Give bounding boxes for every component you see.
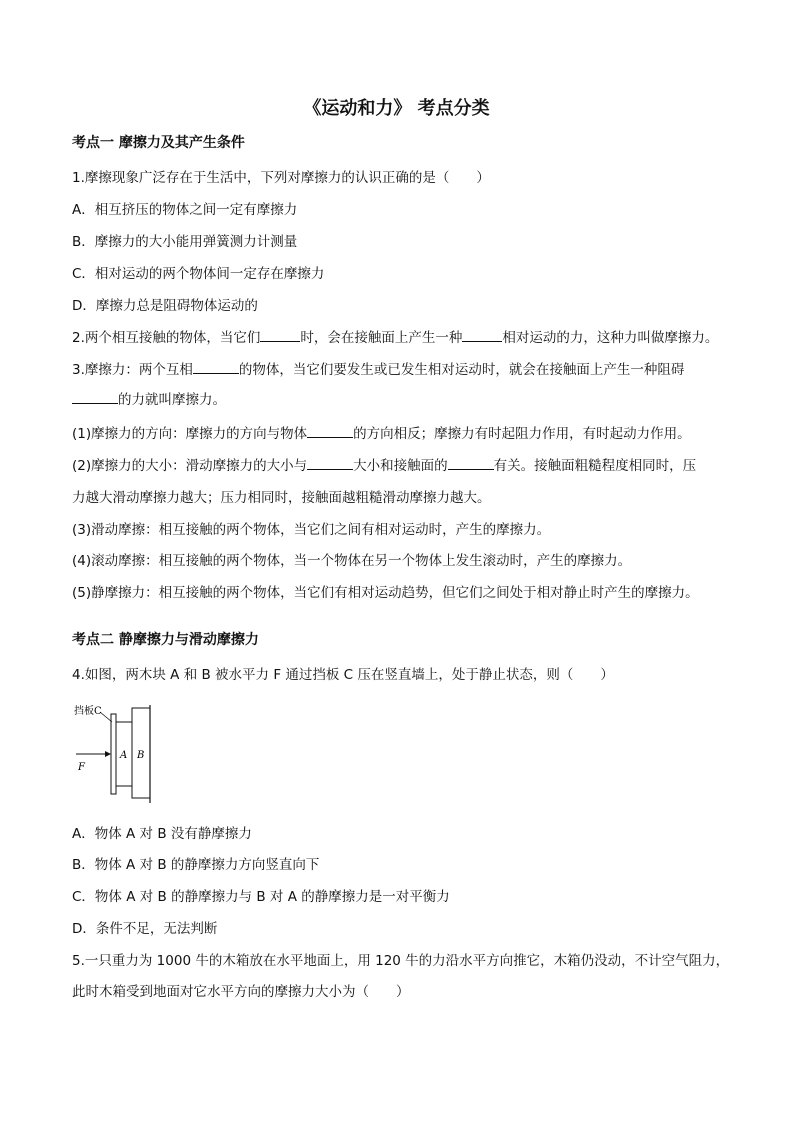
- answer-blank: [462, 329, 502, 342]
- answer-blank: [193, 361, 239, 374]
- q3-text-2: 的物体，当它们要发生或已发生相对运动时，就会在接触面上产生一种阻碍: [238, 362, 685, 378]
- q3-detail-1: [72, 422, 691, 442]
- answer-blank: [307, 457, 353, 470]
- q4-option-c: C．物体 A 对 B 的静摩擦力与 B 对 A 的静摩擦力是一对平衡力: [72, 889, 450, 905]
- q4-option-a: A．物体 A 对 B 没有静摩擦力: [72, 826, 252, 842]
- block-b-label: B: [137, 750, 145, 761]
- q3-detail-2-text-b: 大小和接触面的: [353, 458, 448, 474]
- q2-text-2: 时，会在接触面上产生一种: [300, 330, 463, 346]
- answer-blank: [260, 329, 300, 342]
- q3-line-1: [72, 358, 684, 378]
- q3-detail-5: (5)静摩擦力：相互接触的两个物体，当它们有相对运动趋势，但它们之间处于相对静止时产生的摩擦力。: [72, 585, 699, 601]
- q1-option-c: C．相对运动的两个物体间一定存在摩擦力: [72, 266, 325, 282]
- q4-option-b: B．物体 A 对 B 的静摩擦力方向竖直向下: [72, 857, 320, 873]
- q1-option-a: A．相互挤压的物体之间一定有摩擦力: [72, 202, 298, 218]
- q3-detail-1-text-a: (1)摩擦力的方向：摩擦力的方向与物体: [72, 426, 308, 442]
- answer-blank: [448, 457, 494, 470]
- arrow-head-icon: [105, 751, 111, 757]
- label-pointer: [100, 712, 112, 722]
- q2-line: [72, 326, 718, 346]
- q1-stem: 1.摩擦现象广泛存在于生活中，下列对摩擦力的认识正确的是（ ）: [72, 170, 490, 186]
- board-label: 挡板C: [74, 706, 102, 717]
- q5-line-2: 此时木箱受到地面对它水平方向的摩擦力大小为（ ）: [72, 984, 410, 1000]
- force-label: F: [78, 762, 85, 773]
- block-a-label: A: [120, 750, 128, 761]
- section-heading-2: 考点二 静摩擦力与滑动摩擦力: [72, 632, 259, 648]
- q3-detail-2-text-c: 有关。接触面粗糙程度相同时，压: [493, 458, 697, 474]
- q3-line-2: [72, 388, 226, 408]
- q2-text-3: 相对运动的力，这种力叫做摩擦力。: [502, 330, 719, 346]
- page-title: 《运动和力》 考点分类: [303, 98, 490, 119]
- q2-text-1: 2.两个相互接触的物体，当它们: [72, 330, 261, 346]
- answer-blank: [72, 391, 118, 404]
- q4-option-d: D．条件不足，无法判断: [72, 921, 218, 937]
- q3-detail-2-cont: 力越大滑动摩擦力越大；压力相同时，接触面越粗糙滑动摩擦力越大。: [72, 490, 491, 506]
- q3-text-3: 的力就叫摩擦力。: [118, 392, 226, 408]
- q3-detail-2-text-a: (2)摩擦力的大小：滑动摩擦力的大小与: [72, 458, 308, 474]
- q5-line-1: 5.一只重力为 1000 牛的木箱放在水平地面上，用 120 牛的力沿水平方向推它，木箱仍没动，不计空气阻力，: [72, 953, 730, 969]
- q3-text-1: 3.摩擦力：两个互相: [72, 362, 193, 378]
- q3-detail-4: (4)滚动摩擦：相互接触的两个物体，当一个物体在另一个物体上发生滚动时，产生的摩擦力。: [72, 553, 632, 569]
- q3-detail-1-text-b: 的方向相反；摩擦力有时起阻力作用，有时起动力作用。: [353, 426, 691, 442]
- q4-figure: [72, 700, 162, 810]
- section-heading-1: 考点一 摩擦力及其产生条件: [72, 135, 245, 151]
- q3-detail-3: (3)滑动摩擦：相互接触的两个物体，当它们之间有相对运动时，产生的摩擦力。: [72, 522, 551, 538]
- q1-option-d: D．摩擦力总是阻碍物体运动的: [72, 298, 258, 314]
- q3-detail-2: [72, 454, 696, 474]
- q4-stem: 4.如图，两木块 A 和 B 被水平力 F 通过挡板 C 压在竖直墙上，处于静止状态，则（ ）: [72, 667, 614, 683]
- board-c: [111, 714, 116, 794]
- q1-option-b: B．摩擦力的大小能用弹簧测力计测量: [72, 234, 298, 250]
- answer-blank: [307, 425, 353, 438]
